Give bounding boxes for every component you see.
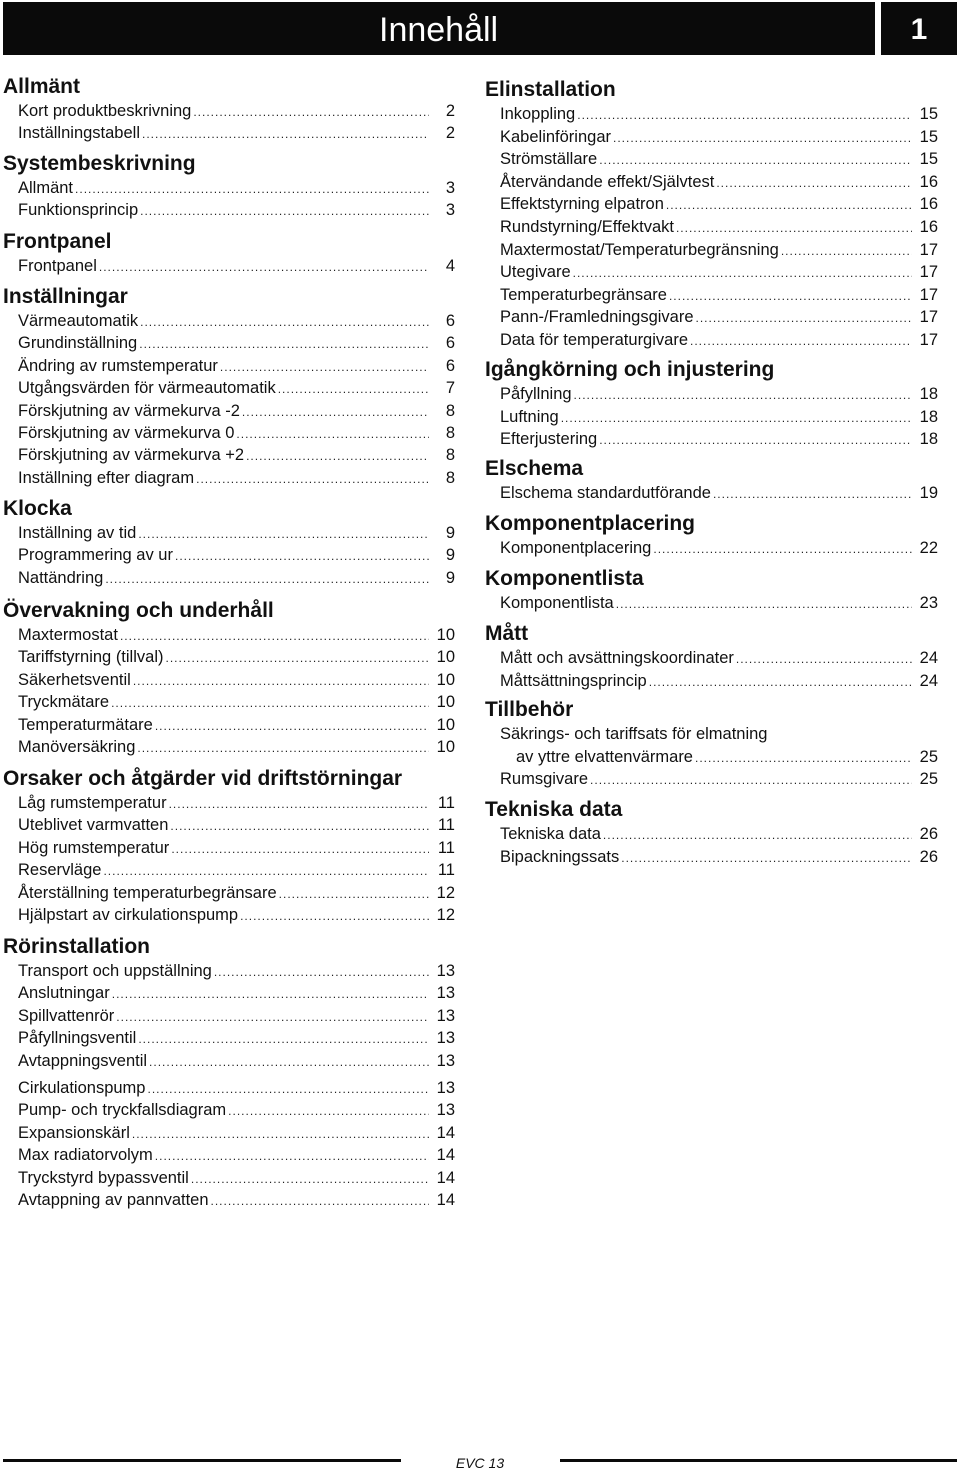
toc-entry-page: 25 <box>919 770 938 789</box>
dot-leader <box>214 961 429 983</box>
toc-entry-title: Kabelinföringar <box>500 127 611 146</box>
dot-leader <box>211 1190 429 1212</box>
toc-entry-title: Tariffstyrning (tillval) <box>18 648 164 667</box>
toc-entry-title: Expansionskärl <box>18 1123 130 1142</box>
toc-entry-title: Temperaturmätare <box>18 715 153 734</box>
toc-entry[interactable] <box>500 193 938 215</box>
toc-entry-title: Tryckstyrd bypassventil <box>18 1168 189 1187</box>
section-heading: Frontpanel <box>3 230 112 253</box>
toc-entry[interactable] <box>500 647 938 669</box>
toc-entry[interactable] <box>18 1077 455 1099</box>
section-heading: Elschema <box>485 457 584 480</box>
toc-entry-page: 17 <box>919 263 938 282</box>
toc-entry-line <box>500 723 938 745</box>
toc-entry[interactable] <box>500 239 938 261</box>
toc-entry[interactable] <box>18 1144 455 1166</box>
dot-leader <box>228 1100 429 1122</box>
toc-entry-page: 9 <box>445 568 455 587</box>
toc-entry-title: Påfyllning <box>500 385 572 403</box>
toc-entry-title: Uteblivet varmvatten <box>18 816 169 835</box>
toc-entry-page: 16 <box>919 172 938 191</box>
dot-leader <box>695 747 912 769</box>
dot-leader <box>653 538 912 560</box>
toc-entry-title: Hjälpstart av cirkulationspump <box>18 906 239 924</box>
toc-entry-page: 8 <box>445 468 455 487</box>
toc-entry[interactable] <box>500 306 938 328</box>
toc-entry-title: Effektstyrning elpatron <box>500 195 664 214</box>
toc-entry-title: Värmeautomatik <box>18 312 139 330</box>
dot-leader <box>696 307 912 329</box>
toc-entry-page: 3 <box>445 201 455 220</box>
toc-entry-title: Spillvattenrör <box>18 1006 115 1025</box>
section-heading: Tekniska data <box>485 798 623 821</box>
toc-entry[interactable] <box>18 960 455 982</box>
dot-leader <box>599 149 912 171</box>
toc-entry-page: 17 <box>919 285 938 304</box>
toc-entry-page: 8 <box>445 446 455 465</box>
toc-entry-page: 17 <box>919 331 938 349</box>
toc-entry[interactable] <box>500 383 938 405</box>
toc-entry-title: Elschema standardutförande <box>500 484 711 502</box>
toc-entry-page: 8 <box>445 424 455 442</box>
toc-entry-page: 16 <box>919 218 938 236</box>
toc-entry-page: 8 <box>445 401 455 420</box>
dot-leader <box>573 262 912 284</box>
page-number: 1 <box>910 13 928 46</box>
toc-entry-page: 2 <box>445 102 455 120</box>
dot-leader <box>616 593 912 615</box>
toc-entry[interactable] <box>500 171 938 193</box>
toc-entry[interactable] <box>500 406 938 428</box>
toc-entry-page: 13 <box>436 1006 455 1025</box>
toc-entry[interactable] <box>500 126 938 148</box>
toc-entry-page: 23 <box>919 594 938 612</box>
dot-leader <box>666 194 912 216</box>
toc-entry-page: 18 <box>919 430 938 449</box>
toc-entry-title: Data för temperaturgivare <box>500 331 689 349</box>
toc-entry-title: Tekniska data <box>500 825 601 843</box>
toc-entry[interactable] <box>18 1005 455 1027</box>
dot-leader <box>781 240 912 262</box>
toc-entry[interactable] <box>500 537 938 559</box>
toc-entry-continuation: av yttre elvattenvärmare <box>516 747 693 766</box>
toc-entry-page: 17 <box>919 240 938 259</box>
toc-entry-title: Förskjutning av värmekurva +2 <box>18 446 245 465</box>
dot-leader <box>613 127 912 149</box>
toc-entry-title: Allmänt <box>18 179 74 197</box>
toc-entry-title: Säkrings- och tariffsats för elmatning <box>500 725 768 743</box>
dot-leader <box>138 1028 429 1050</box>
section-heading: Tillbehör <box>485 698 574 721</box>
toc-entry-page: 15 <box>919 105 938 123</box>
toc-entry-title: Efterjustering <box>500 430 598 449</box>
toc-entry[interactable] <box>18 1050 455 1072</box>
toc-entry-title: Avtappning av pannvatten <box>18 1191 209 1209</box>
dot-leader <box>574 384 912 406</box>
dot-leader <box>603 824 912 846</box>
dot-leader <box>621 847 912 869</box>
toc-entry-title: Avtappningsventil <box>18 1051 148 1070</box>
dot-leader <box>669 285 912 307</box>
toc-entry-page: 6 <box>445 312 455 330</box>
dot-leader <box>676 217 912 239</box>
toc-entry[interactable] <box>18 982 455 1004</box>
toc-entry-page: 10 <box>436 648 455 667</box>
toc-entry-page: 13 <box>436 984 455 1003</box>
dot-leader <box>112 983 429 1005</box>
toc-entry-title: Maxtermostat/Temperaturbegränsning <box>500 240 779 259</box>
dot-leader <box>116 1006 429 1028</box>
toc-entry[interactable] <box>18 1189 455 1211</box>
dot-leader <box>736 648 912 670</box>
toc-entry-title: Manöversäkring <box>18 738 136 756</box>
toc-entry[interactable] <box>18 904 455 926</box>
toc-entry-page: 11 <box>437 861 455 880</box>
toc-entry-title: Måttsättningsprincip <box>500 671 647 690</box>
toc-entry-title: Rumsgivare <box>500 770 589 789</box>
dot-leader <box>240 905 429 927</box>
toc-entry-title: Inställning av tid <box>18 524 137 542</box>
toc-entry-page: 14 <box>436 1123 455 1142</box>
toc-entry-title: Tryckmätare <box>18 693 110 712</box>
toc-entry-title: Pann-/Framledningsgivare <box>500 308 694 327</box>
toc-entry-title: Kort produktbeskrivning <box>18 102 192 120</box>
dot-leader <box>577 104 912 126</box>
toc-entry-title: Temperaturbegränsare <box>500 285 667 304</box>
toc-entry-title: Nattändring <box>18 568 104 587</box>
dot-leader <box>590 769 912 791</box>
toc-entry-page: 9 <box>445 524 455 542</box>
toc-entry-title: Säkerhetsventil <box>18 670 131 689</box>
toc-entry[interactable] <box>500 329 938 351</box>
toc-entry-page: 12 <box>436 906 455 924</box>
dot-leader <box>147 1078 429 1100</box>
toc-entry-title: Låg rumstemperatur <box>18 794 167 812</box>
dot-leader <box>713 483 912 505</box>
toc-entry-page: 3 <box>445 179 455 197</box>
section-heading: Igångkörning och injustering <box>485 358 775 381</box>
section-heading: Allmänt <box>3 75 81 98</box>
toc-entry-title: Funktionsprincip <box>18 201 139 220</box>
toc-entry-page: 13 <box>436 962 455 980</box>
toc-entry-page: 6 <box>445 334 455 353</box>
toc-entry-page: 10 <box>436 715 455 734</box>
toc-entry-title: Inställning efter diagram <box>18 468 195 487</box>
toc-entry-page: 16 <box>919 195 938 214</box>
section-heading: Systembeskrivning <box>3 152 196 175</box>
toc-entry-page: 25 <box>919 747 938 766</box>
toc-entry-title: Reservläge <box>18 861 102 880</box>
toc-entry-title: Strömställare <box>500 150 598 169</box>
dot-leader <box>599 429 912 451</box>
dot-leader <box>155 1145 429 1167</box>
toc-entry-title: Pump- och tryckfallsdiagram <box>18 1101 227 1120</box>
toc-entry[interactable] <box>18 1167 455 1189</box>
toc-entry-page: 17 <box>919 308 938 327</box>
toc-entry-title: Återvändande effekt/Självtest <box>500 172 715 191</box>
toc-entry[interactable] <box>516 746 938 768</box>
toc-entry-title: Rundstyrning/Effektvakt <box>500 218 674 236</box>
toc-entry-title: Inkoppling <box>500 105 576 123</box>
toc-entry-page: 24 <box>919 649 938 667</box>
toc-entry-page: 24 <box>919 671 938 690</box>
toc-entry[interactable] <box>500 846 938 868</box>
toc-entry-page: 6 <box>445 356 455 375</box>
toc-entry-page: 11 <box>437 794 455 812</box>
toc-entry-title: Frontpanel <box>18 257 97 275</box>
toc-entry-title: Komponentlista <box>500 594 614 612</box>
toc-entry-title: Programmering av ur <box>18 546 173 565</box>
toc-entry-page: 13 <box>436 1079 455 1097</box>
dot-leader <box>132 1123 429 1145</box>
dot-leader <box>191 1168 429 1190</box>
page-title: Innehåll <box>379 11 499 49</box>
toc-entry-title: Luftning <box>500 407 559 426</box>
toc-entry-page: 15 <box>919 127 938 146</box>
toc-entry-page: 10 <box>436 738 455 756</box>
section-heading: Inställningar <box>3 285 128 308</box>
toc-entry[interactable] <box>500 823 938 845</box>
section-heading: Komponentlista <box>485 567 644 590</box>
dot-leader <box>649 671 912 693</box>
toc-entry-title: Återställning temperaturbegränsare <box>18 883 277 902</box>
toc-entry[interactable] <box>500 428 938 450</box>
toc-entry-title: Påfyllningsventil <box>18 1029 137 1048</box>
toc-entry-page: 12 <box>436 883 455 902</box>
toc-entry[interactable] <box>18 1027 455 1049</box>
toc-entry-page: 26 <box>919 825 938 843</box>
toc-entry-title: Maxtermostat <box>18 626 118 644</box>
toc-entry-page: 26 <box>919 847 938 866</box>
toc-entry-title: Mått och avsättningskoordinater <box>500 649 734 667</box>
toc-entry-title: Anslutningar <box>18 984 110 1003</box>
section-heading: Elinstallation <box>485 78 616 101</box>
toc-entry-title: Komponentplacering <box>500 539 652 557</box>
footer-rule-left <box>3 1459 401 1462</box>
toc-entry-page: 14 <box>436 1191 455 1209</box>
toc-entry-page: 4 <box>445 257 455 275</box>
toc-entry-page: 10 <box>436 670 455 689</box>
footer-label: EVC 13 <box>455 1455 505 1471</box>
toc-entry[interactable] <box>500 768 938 790</box>
toc-entry-page: 2 <box>445 124 455 143</box>
toc-entry-page: 18 <box>919 407 938 426</box>
toc-entry-title: Utegivare <box>500 263 571 282</box>
toc-entry[interactable] <box>500 103 938 125</box>
toc-entry-title: Bipackningssats <box>500 847 620 866</box>
toc-entry-title: Max radiatorvolym <box>18 1146 153 1165</box>
toc-entry[interactable] <box>18 1122 455 1144</box>
toc-entry-title: Cirkulationspump <box>18 1079 146 1097</box>
toc-entry-page: 13 <box>436 1051 455 1070</box>
toc-entry-title: Inställningstabell <box>18 124 140 143</box>
toc-entry[interactable] <box>500 148 938 170</box>
toc-entry-page: 10 <box>436 626 455 644</box>
toc-entry[interactable] <box>500 592 938 614</box>
toc-entry-page: 7 <box>445 379 455 398</box>
toc-entry-title: Förskjutning av värmekurva 0 <box>18 424 235 442</box>
toc-entry-title: Hög rumstemperatur <box>18 838 170 857</box>
toc-entry-page: 18 <box>919 385 938 403</box>
section-heading: Övervakning och underhåll <box>3 599 274 622</box>
toc-entry[interactable] <box>500 216 938 238</box>
toc-entry-page: 22 <box>919 539 938 557</box>
dot-leader <box>561 407 912 429</box>
toc-entry-page: 11 <box>437 838 455 857</box>
section-heading: Komponentplacering <box>485 512 696 535</box>
dot-leader <box>149 1051 429 1073</box>
toc-entry[interactable] <box>500 670 938 692</box>
toc-entry-title: Utgångsvärden för värmeautomatik <box>18 379 276 398</box>
footer-rule-right <box>560 1459 957 1462</box>
section-heading: Orsaker och åtgärder vid driftstörningar <box>3 767 403 790</box>
toc-entry-page: 10 <box>436 693 455 712</box>
toc-entry-page: 14 <box>436 1146 455 1165</box>
toc-entry-title: Ändring av rumstemperatur <box>18 356 218 375</box>
toc-entry[interactable] <box>500 261 938 283</box>
toc-entry-title: Grundinställning <box>18 334 138 353</box>
toc-entry-page: 9 <box>445 546 455 565</box>
toc-entry[interactable] <box>500 482 938 504</box>
toc-entry-page: 11 <box>437 816 455 835</box>
section-heading: Klocka <box>3 497 72 520</box>
dot-leader <box>690 330 912 352</box>
section-heading: Rörinstallation <box>3 935 151 958</box>
toc-entry-page: 13 <box>436 1029 455 1048</box>
toc-entry-page: 13 <box>436 1101 455 1120</box>
toc-entry-title: Transport och uppställning <box>18 962 212 980</box>
toc-entry-page: 19 <box>919 484 938 502</box>
dot-leader <box>716 172 912 194</box>
toc-entry[interactable] <box>500 284 938 306</box>
toc-entry-page: 15 <box>919 150 938 169</box>
toc-entry-page: 14 <box>436 1168 455 1187</box>
section-heading: Mått <box>485 622 529 645</box>
toc-entry[interactable] <box>18 1099 455 1121</box>
toc-entry-title: Förskjutning av värmekurva -2 <box>18 401 240 420</box>
